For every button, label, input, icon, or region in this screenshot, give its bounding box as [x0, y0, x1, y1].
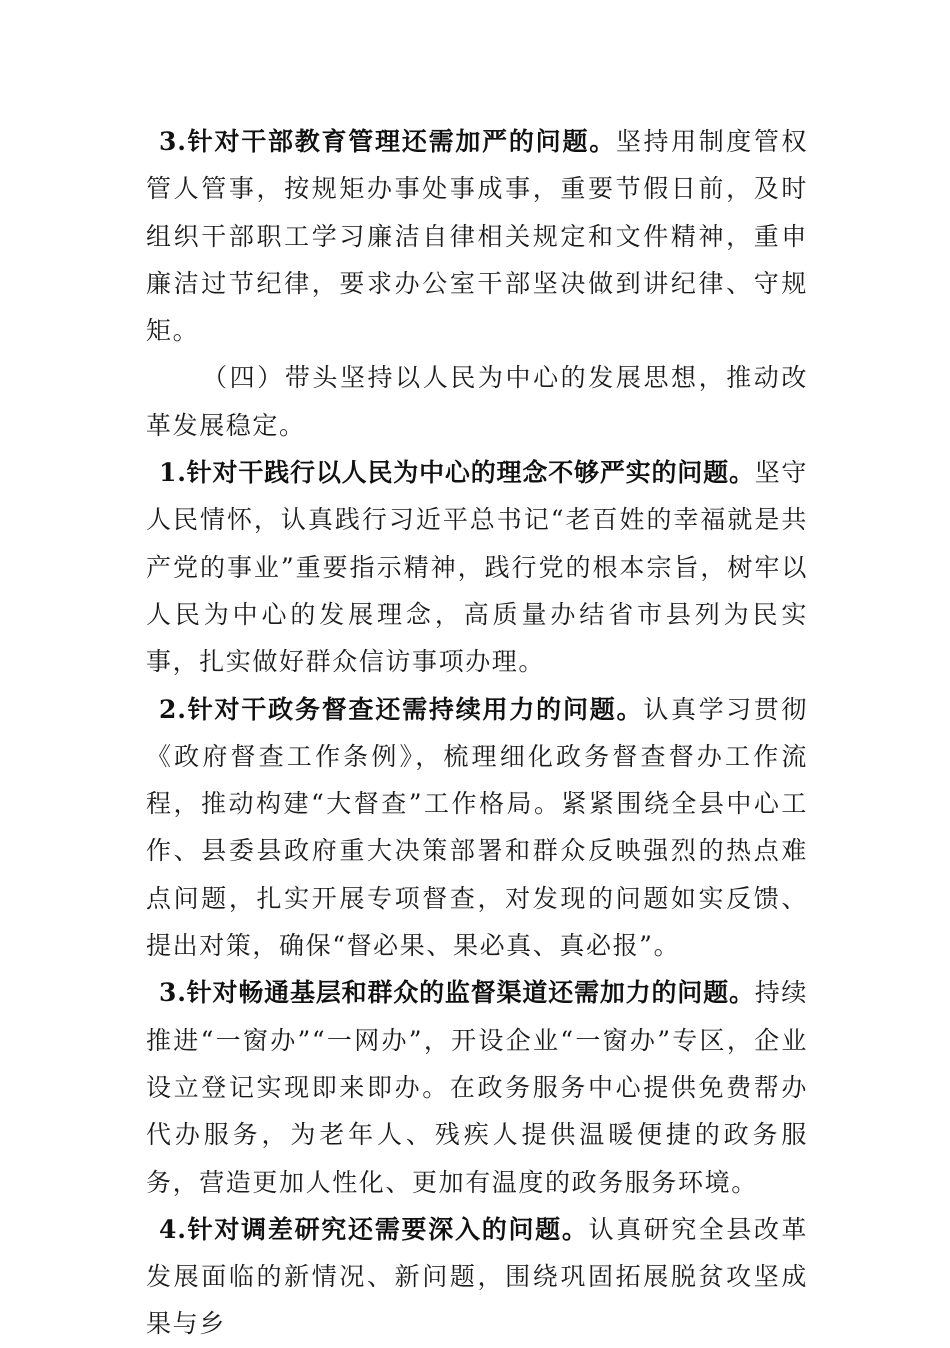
paragraph-heading: 3.针对畅通基层和群众的监督渠道还需加力的问题。 — [159, 978, 755, 1008]
document-body — [146, 118, 808, 1348]
paragraph-text: 坚持用制度管权管人管事，按规矩办事处事成事，重要节假日前，及时组织干部职工学习廉洁自律相关规定和文件精神，重申廉洁过节纪律，要求办公室干部坚决做到讲纪律、守规矩。 — [146, 127, 809, 346]
paragraph-heading: 4.针对调差研究还需要深入的问题。 — [159, 1214, 589, 1244]
paragraph-heading: 1.针对干践行以人民为中心的理念不够严实的问题。 — [159, 458, 755, 488]
paragraph-cadre-management — [146, 118, 808, 354]
section-title-four: （四）带头坚持以人民为中心的发展思想，推动改革发展稳定。 — [146, 363, 808, 440]
paragraph-heading: 3.针对干部教育管理还需加严的问题。 — [159, 127, 616, 156]
paragraph-research — [146, 1206, 808, 1348]
paragraph-government-supervision — [146, 686, 808, 970]
paragraph-text: 持续推进“一窗办”“一网办”，开设企业“一窗办”专区，企业设立登记实现即来即办。在政务服务中心提供免费帮办代办服务，为老年人、残疾人提供温暖便捷的政务服务，营造更加人性化、更加有温度的政务服务环境。 — [146, 978, 808, 1197]
paragraph-heading: 2.针对干政务督查还需持续用力的问题。 — [159, 694, 644, 724]
paragraph-people-centered — [146, 449, 808, 685]
paragraph-text: 认真学习贯彻《政府督查工作条例》，梳理细化政务督查督办工作流程，推动构建“大督查”工作格局。紧紧围绕全县中心工作、县委县政府重大决策部署和群众反映强烈的热点难点问题，扎实开展专项督查，对发现的问题如实反馈、提出对策，确保“督必果、果必真、真必报”。 — [146, 694, 808, 961]
paragraph-supervision-channels — [146, 969, 808, 1205]
paragraph-text: 认真研究全县改革发展面临的新情况、新问题，围绕巩固拓展脱贫攻坚成果与乡 — [146, 1214, 808, 1339]
paragraph-text: 坚守人民情怀，认真践行习近平总书记“老百姓的幸福就是共产党的事业”重要指示精神，践行党的根本宗旨，树牢以人民为中心的发展理念，高质量办结省市县列为民实事，扎实做好群众信访事项办理。 — [146, 458, 808, 677]
